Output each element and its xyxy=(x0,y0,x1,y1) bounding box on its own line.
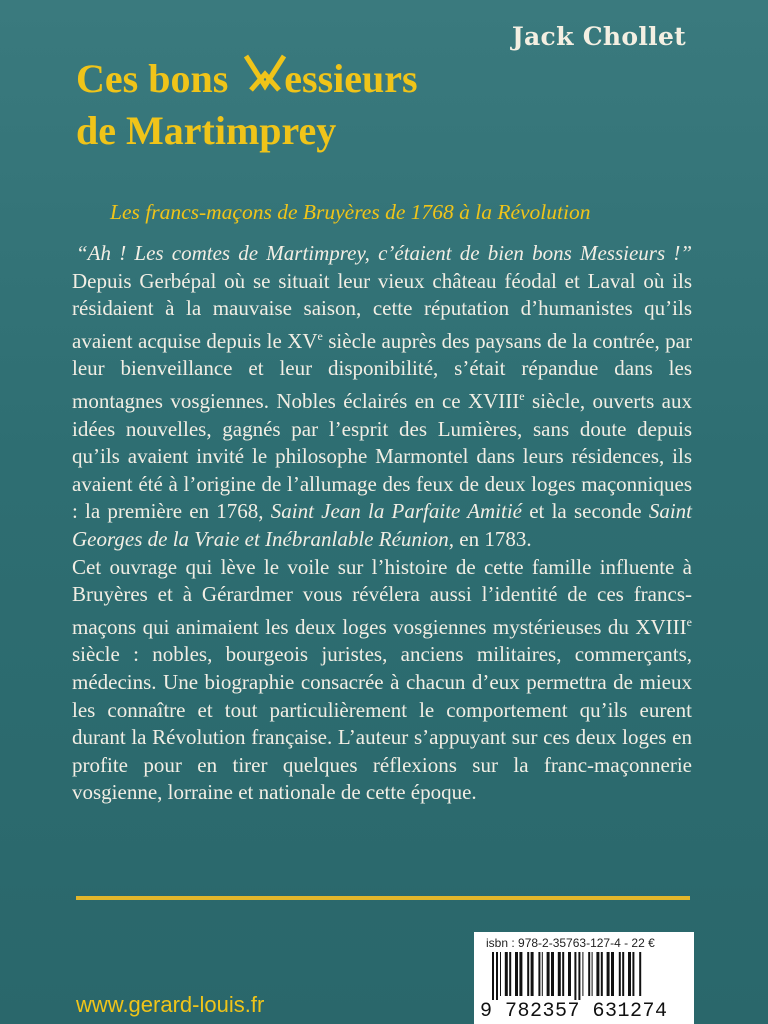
barcode-bar xyxy=(639,952,641,996)
barcode-bar xyxy=(496,952,498,1000)
barcode-bar xyxy=(582,952,583,996)
barcode-bar xyxy=(601,952,603,996)
barcode-number: 9 782357 631274 xyxy=(480,1000,668,1023)
barcode-bar xyxy=(547,952,550,996)
barcode-bar xyxy=(538,952,540,996)
lodge-name-1: Saint Jean la Parfaite Amitié xyxy=(270,499,523,524)
title-part-2: essieurs xyxy=(284,56,418,101)
title-line-2: de Martimprey xyxy=(76,108,337,153)
square-and-compass-icon xyxy=(242,52,288,94)
barcode-bar xyxy=(519,952,522,996)
barcode-bar xyxy=(628,952,631,996)
p2-text-a: Cet ouvrage qui lève le voile sur l’histoire de cette famille influente à Bruyères et à Gérardmer vous révélera aussi l’identité de ces francs-maçons qui animaient les deux loges vosgiennes mystérieuses du XVIII xyxy=(72,554,692,639)
barcode-bar xyxy=(527,952,529,996)
p1-text-e: en 1783. xyxy=(454,526,532,551)
p2-text-b: siècle : nobles, bourgeois juristes, anciens militaires, commerçants, médecins. Une biographie consacrée à chacun d’eux permettra de mieux les connaître et tout particulièrement le comportement qu’ils eurent durant la Révolution française. L’auteur s’appuyant sur ces deux loges en profite pour en tirer quelques réflexions sur la franc-maçonnerie vosgienne, lorraine et nationale de cette époque. xyxy=(72,642,692,805)
p1-text-c: siècle, ouverts aux idées nouvelles, gagnés par l’esprit des Lumières, sans doute depuis qu’ils avaient invité le philosophe Marmontel dans leurs résidences, ils avaient été à l’origine de l’allumage des feux de deux loges maçonniques : la première en 1768, xyxy=(72,388,692,524)
book-title xyxy=(76,52,418,157)
title-part-1: Ces bons xyxy=(76,56,239,101)
title-line-1 xyxy=(76,52,418,105)
opening-quote: “Ah ! Les comtes de Martimprey, c’étaient de bien bons Messieurs !” xyxy=(76,241,692,265)
p2-sup: e xyxy=(686,614,692,629)
barcode-bar xyxy=(551,952,554,996)
lodge-name-2: Saint Georges de la Vraie et Inébranlable Réunion, xyxy=(72,499,692,551)
author-name: Jack Chollet xyxy=(511,22,686,51)
barcode-bar xyxy=(578,952,580,1000)
barcode-bar xyxy=(592,952,593,996)
barcode-bar xyxy=(611,952,614,996)
barcode-bar xyxy=(574,952,576,1000)
p1-sup-2: e xyxy=(519,388,525,403)
subtitle: Les francs-maçons de Bruyères de 1768 à la Révolution xyxy=(110,200,591,224)
p1-text-a: Depuis Gerbépal où se situait leur vieux château féodal et Laval où ils résidaient à la mauvaise saison, cette réputation d’humanistes qu’ils avaient acquise depuis le XV xyxy=(72,268,692,353)
barcode-bar xyxy=(500,952,501,996)
barcode-bar xyxy=(531,952,534,996)
barcode-bar xyxy=(509,952,511,996)
paragraph-1 xyxy=(72,240,692,554)
barcode-bar xyxy=(607,952,610,996)
barcode xyxy=(478,952,690,1000)
divider-rule xyxy=(76,896,690,900)
p1-text-b: siècle auprès des paysans de la contrée, par leur bienveillance et leur disponibilité, s’était répandue dans les montagnes vosgiennes. Nobles éclairés en ce XVIII xyxy=(72,328,692,413)
p1-sup-1: e xyxy=(317,328,323,343)
barcode-bar xyxy=(632,952,634,996)
barcode-bar xyxy=(568,952,571,996)
barcode-bar xyxy=(596,952,599,996)
barcode-bar xyxy=(515,952,518,996)
barcode-bar xyxy=(562,952,564,996)
back-cover-text xyxy=(72,240,692,807)
paragraph-2 xyxy=(72,554,692,807)
barcode-bar xyxy=(505,952,508,996)
barcode-bar xyxy=(619,952,621,996)
barcode-bar xyxy=(558,952,561,996)
barcode-bar xyxy=(542,952,543,996)
p1-text-d: et la seconde xyxy=(522,499,649,524)
barcode-bar xyxy=(588,952,590,996)
isbn-price: isbn : 978-2-35763-127-4 - 22 € xyxy=(486,936,655,950)
publisher-website: www.gerard-louis.fr xyxy=(76,992,265,1017)
barcode-bar xyxy=(622,952,624,996)
barcode-bar xyxy=(492,952,494,1000)
